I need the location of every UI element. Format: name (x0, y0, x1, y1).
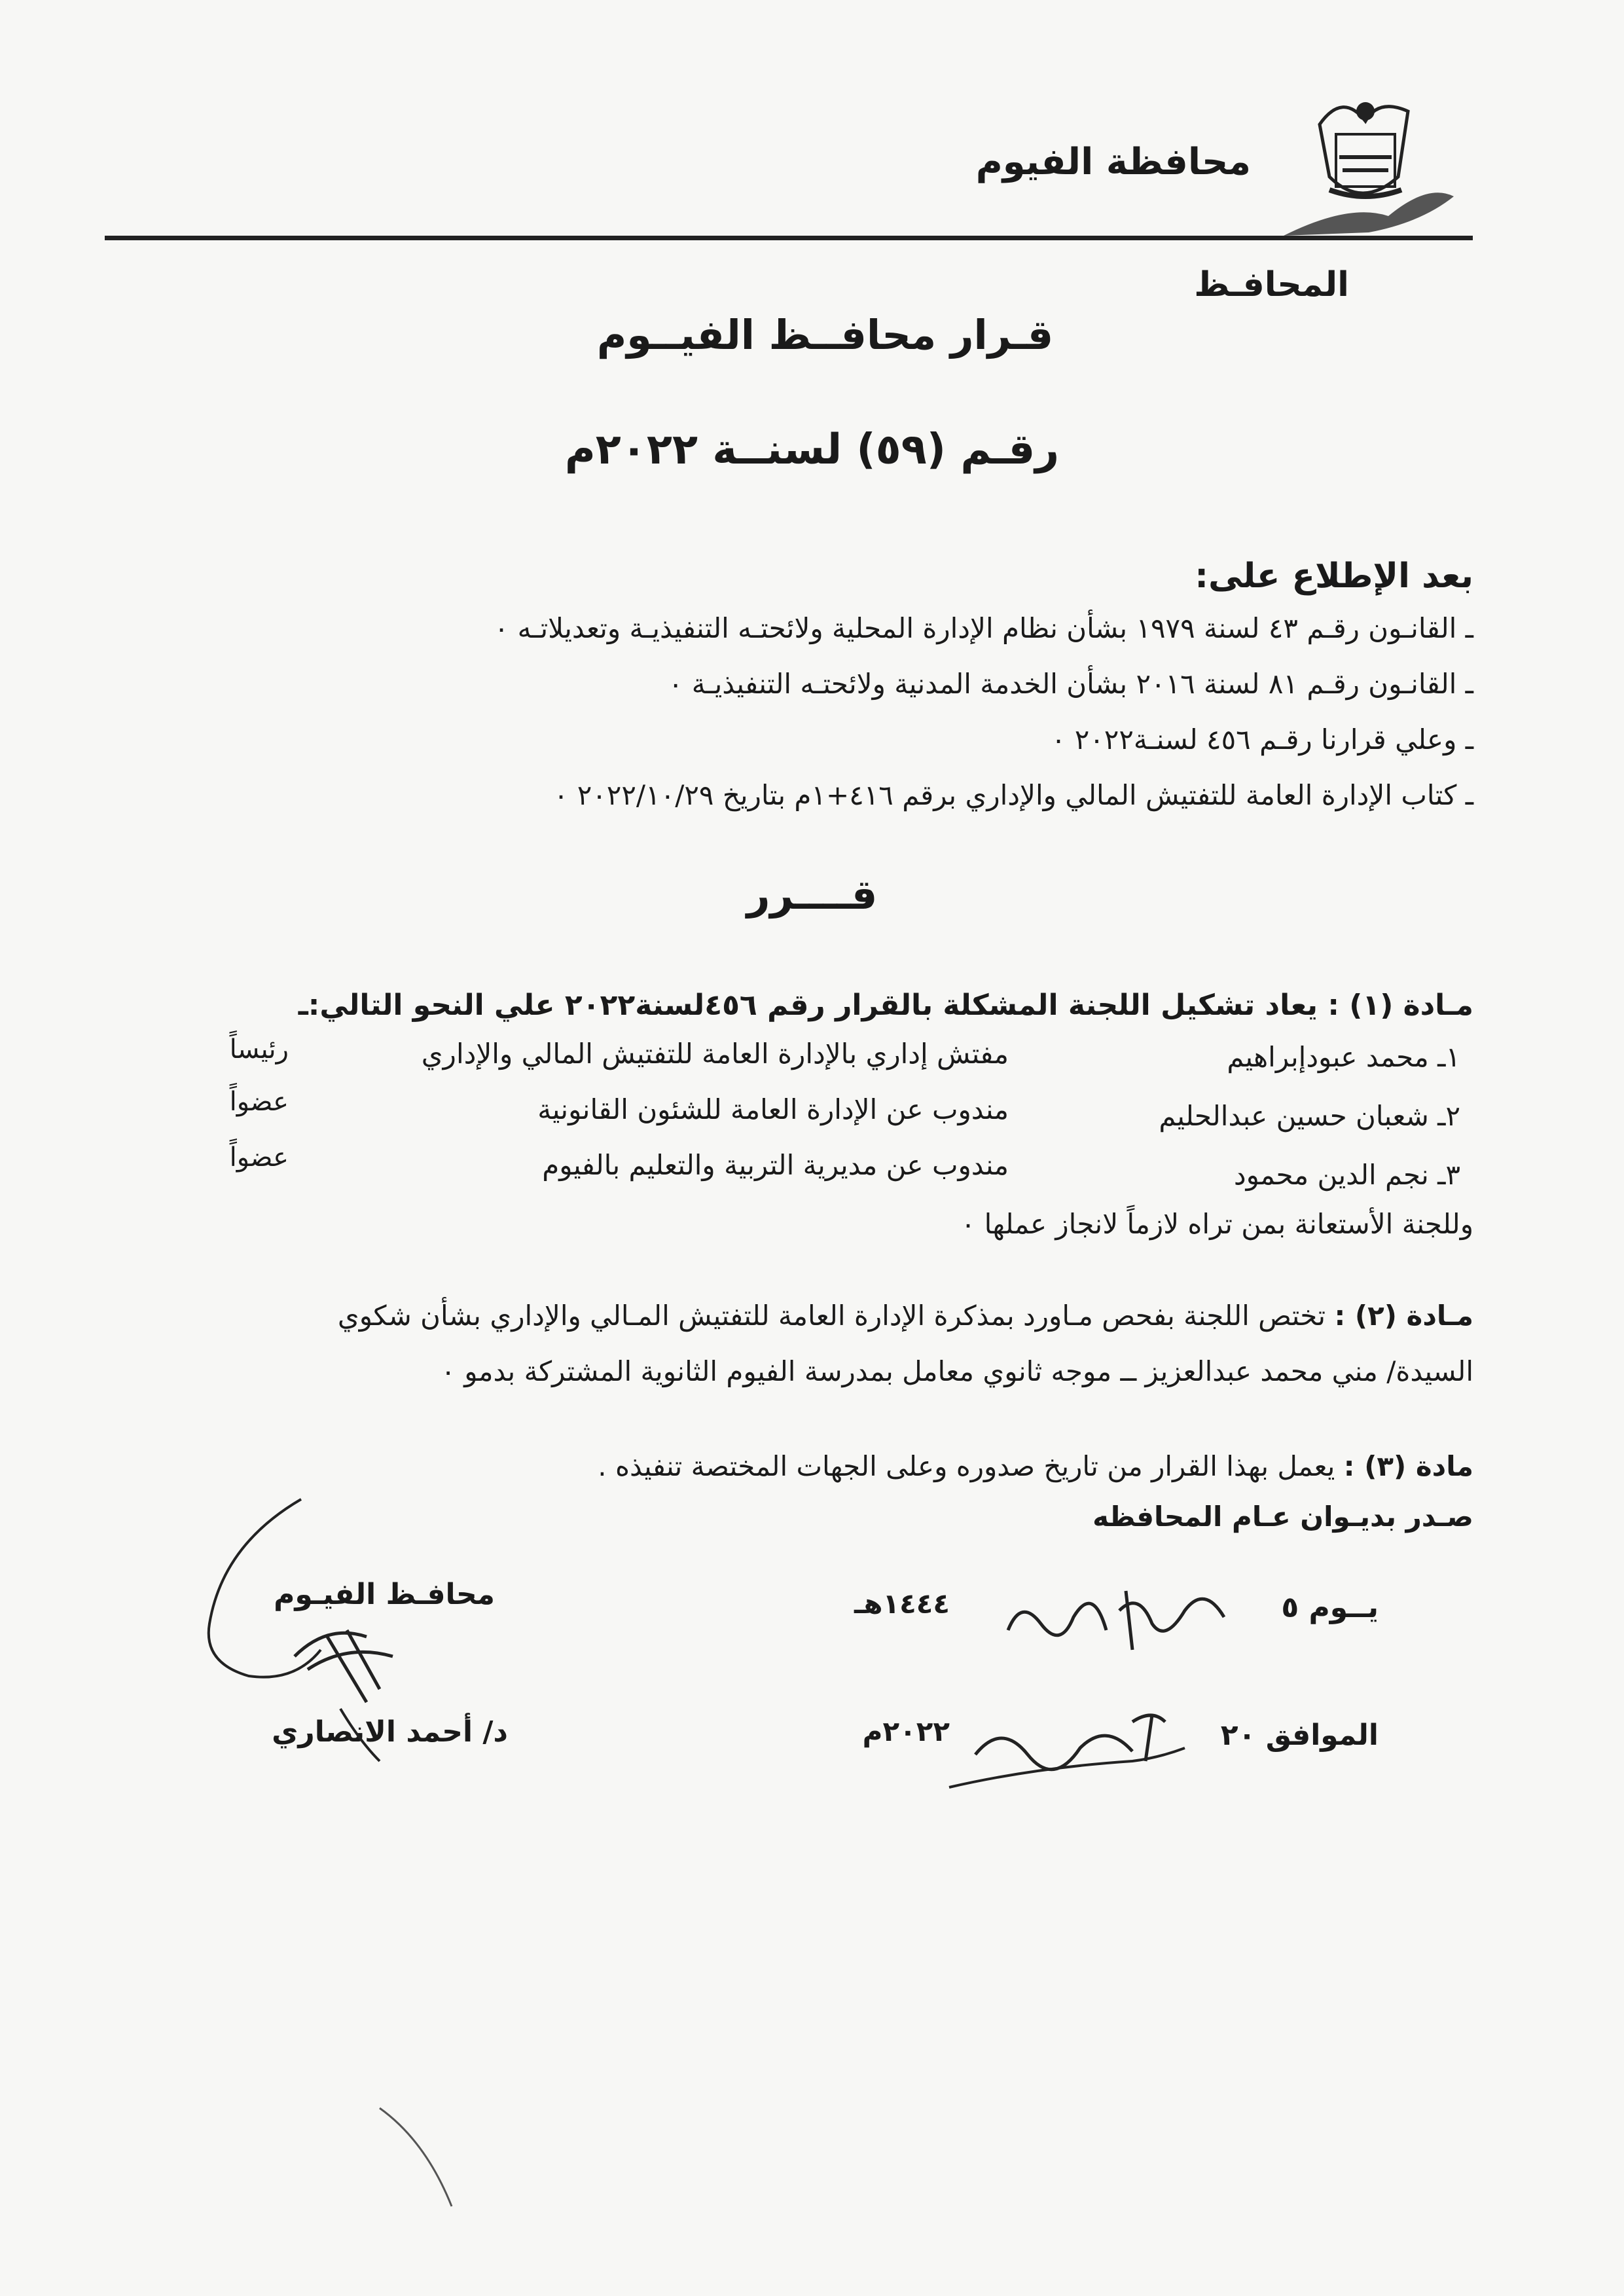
member-role: مفتش إداري بالإدارة العامة للتفتيش المالي والإداري (421, 1038, 1009, 1070)
day-label: يــوم ٥ (1281, 1591, 1379, 1624)
decree-title: قـرار محافــظ الفيــوم (596, 311, 1054, 359)
preamble-intro: بعد الإطلاع على: (1195, 556, 1473, 596)
article-1 (298, 989, 1473, 1022)
pen-mark (367, 2095, 497, 2215)
office-label: المحافـظ (1194, 265, 1349, 304)
member-role: مندوب عن مديرية التربية والتعليم بالفيوم (542, 1149, 1009, 1181)
member-name: ٣ـ نجم الدين محمود (1233, 1159, 1460, 1191)
governor-signature (196, 1493, 445, 1770)
article-3 (598, 1450, 1473, 1482)
article-3-label: مادة (٣) : (1343, 1450, 1473, 1482)
member-name: ٢ـ شعبان حسين عبدالحليم (1159, 1100, 1460, 1132)
member-position: عضواً (229, 1087, 289, 1117)
governor-name: د/ أحمد الانصاري (272, 1715, 508, 1749)
header-divider (105, 236, 1473, 240)
gregorian-year: ٢٠٢٢م (862, 1715, 950, 1747)
article-2 (338, 1300, 1473, 1332)
decree-number: رقـم (٥٩) لسنــة ٢٠٢٢م (564, 426, 1060, 474)
reference-item: ـ القانـون رقـم ٨١ لسنة ٢٠١٦ بشأن الخدمة المدنية ولائحتـه التنفيذيـة ٠ (668, 668, 1473, 700)
article-1-label: مـادة (١) : (1327, 989, 1473, 1022)
handwritten-month-hijri (995, 1571, 1244, 1659)
reference-item: ـ وعلي قرارنا رقـم ٤٥٦ لسنـة٢٠٢٢ ٠ (1051, 723, 1473, 756)
member-position: رئيساً (229, 1034, 289, 1065)
decided-heading: قــــرر (746, 871, 878, 919)
member-role: مندوب عن الإدارة العامة للشئون القانونية (537, 1093, 1009, 1125)
article-2-continuation: السيدة/ مني محمد عبدالعزيز ــ موجه ثانوي معامل بمدرسة الفيوم الثانوية المشتركة بدمو ٠ (441, 1355, 1473, 1387)
article-1-text: يعاد تشكيل اللجنة المشكلة بالقرار رقم ٤٥٦لسنة٢٠٢٢ علي النحو التالي:ـ (298, 989, 1318, 1022)
egypt-eagle-emblem-icon (1257, 85, 1467, 242)
correspond-label: الموافق ٢٠ (1220, 1719, 1379, 1752)
handwritten-month-greg (936, 1696, 1198, 1796)
article-2-label: مـادة (٢) : (1334, 1300, 1473, 1332)
reference-item: ـ كتاب الإدارة العامة للتفتيش المالي والإداري برقم ٤١٦+١م بتاريخ ٢٠٢٢/١٠/٢٩ ٠ (553, 779, 1473, 811)
member-position: عضواً (229, 1142, 289, 1173)
article-3-text: يعمل بهذا القرار من تاريخ صدوره وعلى الجهات المختصة تنفيذه . (598, 1450, 1335, 1482)
article-1-note: وللجنة الأستعانة بمن تراه لازماً لانجاز عملها ٠ (960, 1208, 1473, 1240)
member-name: ١ـ محمد عبودإبراهيم (1227, 1041, 1460, 1073)
issued-statement: صـدر بديـوان عـام المحافظه (1092, 1501, 1473, 1533)
article-2-text: تختص اللجنة بفحص مـاورد بمذكرة الإدارة العامة للتفتيش المـالي والإداري بشأن شكوي (337, 1300, 1326, 1332)
hijri-year: ١٤٤٤هـ (854, 1588, 950, 1620)
governorate-name: محافظة الفيوم (975, 141, 1251, 183)
governor-title: محافـظ الفيـوم (274, 1578, 495, 1611)
reference-item: ـ القانـون رقـم ٤٣ لسنة ١٩٧٩ بشأن نظام الإدارة المحلية ولائحتـه التنفيذيـة وتعديلاتـه ٠ (494, 612, 1473, 644)
